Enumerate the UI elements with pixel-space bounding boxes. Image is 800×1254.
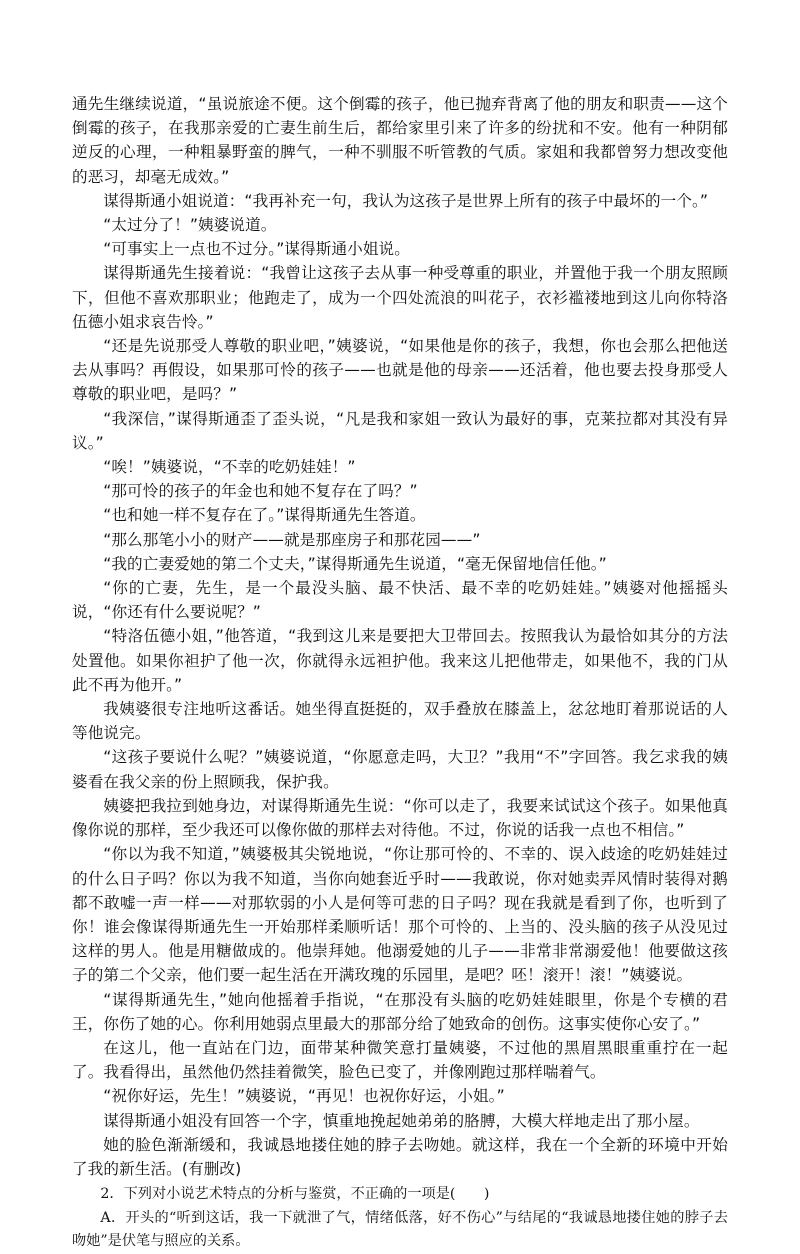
story-paragraph-10: “也和她一样不复存在了。”谋得斯通先生答道。 — [103, 506, 426, 525]
story-paragraph-6: “还是先说那受人尊敬的职业吧，”姨婆说，“如果他是你的孩子，我想，你也会那么把他送去从事吗？再假设，如果那可怜的孩子——也就是他的母亲——还活着，他也要去投身那受人尊敬的职业吧，是吗？” — [72, 337, 728, 404]
story-paragraph-3: “太过分了！”姨婆说道。 — [103, 216, 277, 235]
story-paragraph-16: “这孩子要说什么呢？”姨婆说道，“你愿意走吗，大卫？”我用“不”字回答。我乞求我的姨婆看在我父亲的份上照顾我，保护我。 — [72, 748, 728, 791]
question-option-a: A．开头的“听到这话，我一下就泄了气，情绪低落，好不伤心”与结尾的“我诚恳地搂住她的脖子去吻她”是伏笔与照应的关系。 — [72, 1209, 728, 1250]
story-paragraph-8: “唉！”姨婆说，“不幸的吃奶娃娃！” — [103, 458, 356, 477]
document-page — [72, 92, 728, 1254]
question-stem: 2．下列对小说艺术特点的分析与鉴赏，不正确的一项是( ) — [100, 1186, 490, 1203]
story-paragraph-17: 姨婆把我拉到她身边，对谋得斯通先生说：“你可以走了，我要来试试这个孩子。如果他真像你说的那样，至少我还可以像你做的那样去对待他。不过，你说的话我一点也不相信。” — [72, 796, 728, 840]
story-paragraph-2: 谋得斯通小姐说道：“我再补充一句，我认为这孩子是世界上所有的孩子中最坏的一个。” — [103, 191, 709, 210]
story-paragraph-11: “那么那笔小小的财产——就是那座房子和那花园——” — [103, 530, 481, 549]
story-paragraph-15: 我姨婆很专注地听这番话。她坐得直挺挺的，双手叠放在膝盖上，忿忿地盯着那说话的人等他说完。 — [72, 700, 728, 743]
story-paragraph-14: “特洛伍德小姐，”他答道，“我到这儿来是要把大卫带回去。按照我认为最恰如其分的方法处置他。如果你袒护了他一次，你就得永远袒护他。我来这儿把他带走，如果他不，我的门从此不再为他开。” — [72, 627, 728, 694]
story-paragraph-4: “可事实上一点也不过分。”谋得斯通小姐说。 — [103, 240, 410, 259]
story-paragraph-9: “那可怜的孩子的年金也和她不复存在了吗？” — [103, 482, 418, 501]
story-paragraph-22: 谋得斯通小姐没有回答一个字，慎重地挽起她弟弟的胳膊，大模大样地走出了那小屋。 — [103, 1111, 700, 1130]
story-paragraph-20: 在这儿，他一直站在门边，面带某种微笑意打量姨婆，不过他的黑眉黑眼重重拧在一起了。我看得出，虽然他仍然挂着微笑，脸色已变了，并像刚跑过那样喘着气。 — [72, 1038, 728, 1082]
story-paragraph-13: “你的亡妻，先生，是一个最没头脑、最不快活、最不幸的吃奶娃娃。”姨婆对他摇摇头说，“你还有什么要说呢？” — [72, 579, 728, 622]
story-paragraph-23: 她的脸色渐渐缓和，我诚恳地搂住她的脖子去吻她。就这样，我在一个全新的环境中开始了我的新生活。(有删改) — [72, 1135, 728, 1178]
story-paragraph-21: “祝你好运，先生！”姨婆说，“再见！也祝你好运，小姐。” — [103, 1087, 505, 1106]
story-paragraph-18: “你以为我不知道，”姨婆极其尖锐地说，“你让那可怜的、不幸的、误入歧途的吃奶娃娃过的什么日子吗？你以为我不知道，当你向她套近乎时——我敢说，你对她卖弄风情时装得对鹅都不敢嘘一声一样——对那软弱的小人是何等可悲的日子吗？现在我就是看到了你，也听到了你！谁会像谋得斯通先生一开始那样柔顺听话！那个可怜的、上当的、没头脑的孩子从没见过这样的男人。他是用糖做成的。他崇拜她。他溺爱她的儿子——非常非常溺爱他！他要做这孩子的第二个父亲，他们要一起生活在开满玫瑰的乐园里，是吧？呸！滚开！滚！”姨婆说。 — [72, 845, 728, 985]
story-paragraph-1: 通先生继续说道，“虽说旅途不便。这个倒霉的孩子，他已抛弃背离了他的朋友和职责——这个倒霉的孩子，在我那亲爱的亡妻生前生后，都给家里引来了许多的纷扰和不安。他有一种阴郁逆反的心理，一种粗暴野蛮的脾气，一种不驯服不听管教的气质。家姐和我都曾努力想改变他的恶习，却毫无成效。” — [72, 95, 728, 186]
story-paragraph-12: “我的亡妻爱她的第二个丈夫，”谋得斯通先生说道，“毫无保留地信任他。” — [103, 554, 607, 573]
story-paragraph-5: 谋得斯通先生接着说：“我曾让这孩子去从事一种受尊重的职业，并置他于我一个朋友照顾下，但他不喜欢那职业；他跑走了，成为一个四处流浪的叫花子，衣衫褴褛地到这儿向你特洛伍德小姐求哀告怜。” — [72, 264, 728, 331]
story-paragraph-7: “我深信，”谋得斯通歪了歪头说，“凡是我和家姐一致认为最好的事，克莱拉都对其没有异议。” — [72, 409, 728, 452]
story-paragraph-19: “谋得斯通先生，”她向他摇着手指说，“在那没有头脑的吃奶娃娃眼里，你是个专横的君王，你伤了她的心。你利用她弱点里最大的那部分给了她致命的创伤。这事实使你心安了。” — [72, 990, 728, 1033]
